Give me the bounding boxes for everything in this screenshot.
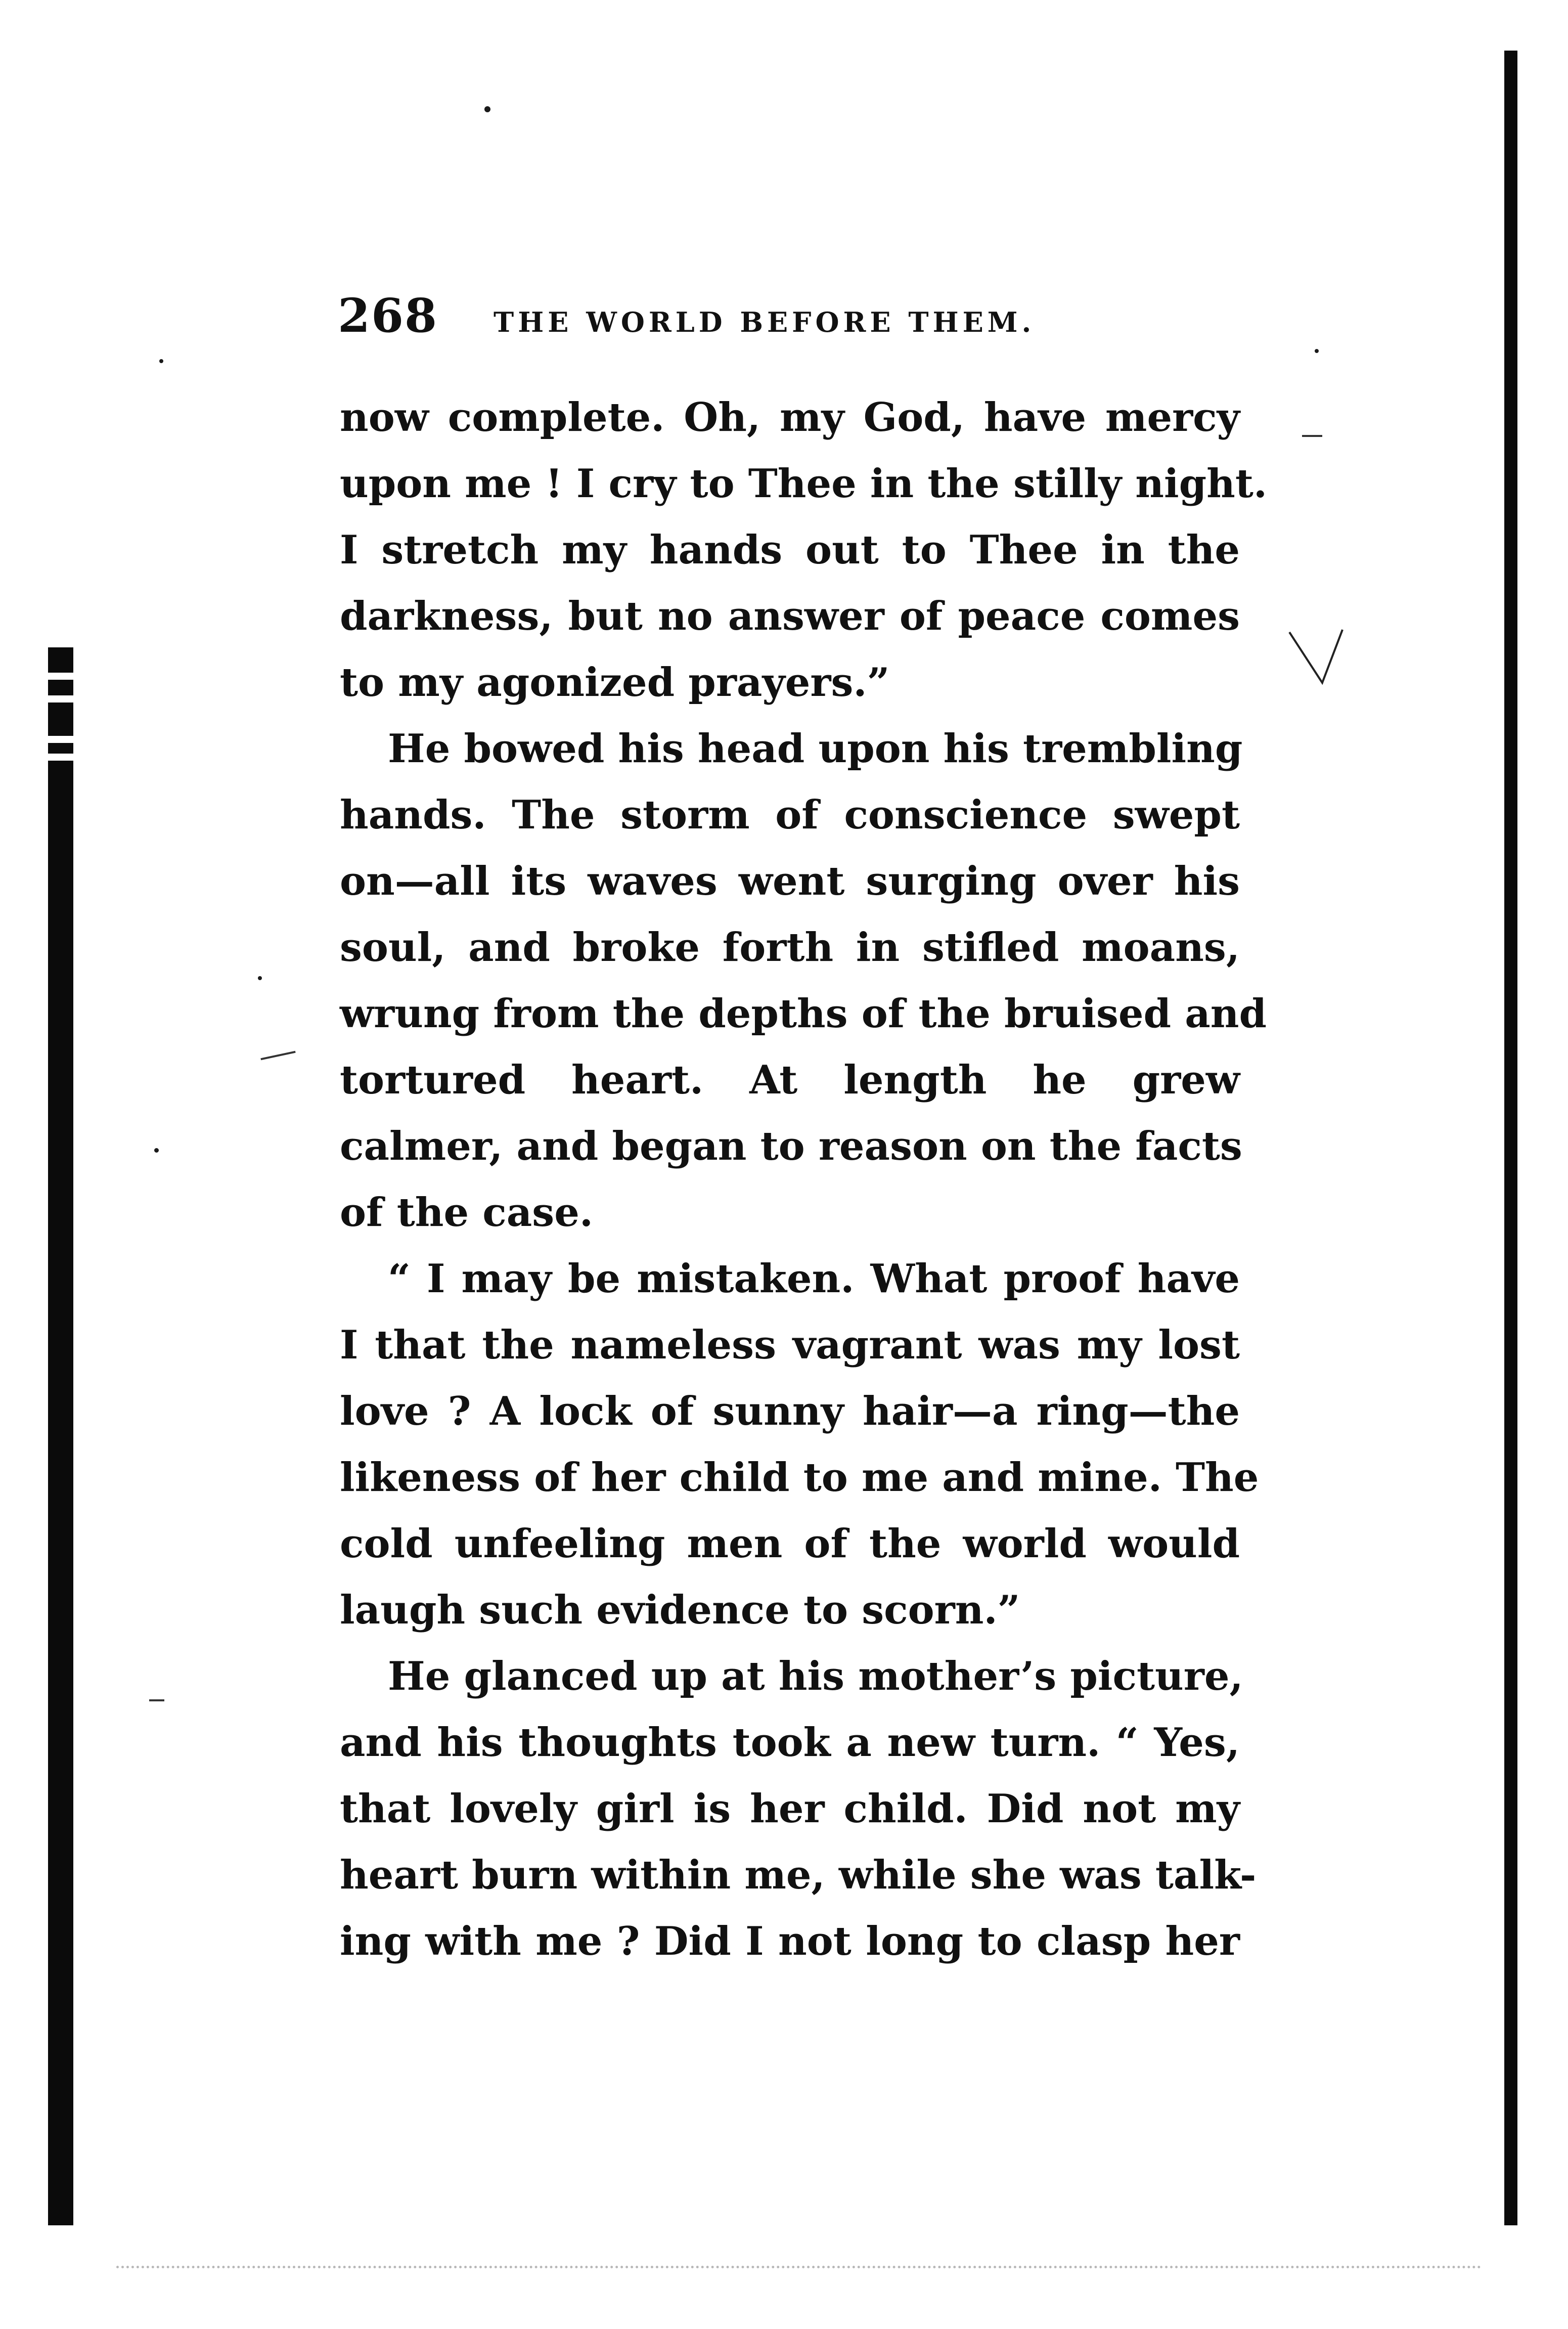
ink-speck bbox=[484, 106, 490, 112]
text-line: of the case. bbox=[340, 1190, 593, 1236]
running-title: THE WORLD BEFORE THEM. bbox=[494, 306, 1036, 338]
pencil-mark bbox=[1302, 435, 1322, 437]
text-line: cold unfeeling men of the world would bbox=[340, 1521, 1240, 1567]
text-line: likeness of her child to me and mine. The bbox=[340, 1455, 1259, 1501]
ink-speck bbox=[1315, 349, 1319, 353]
body-text bbox=[340, 384, 1268, 1974]
text-line: I stretch my hands out to Thee in the bbox=[340, 527, 1240, 573]
text-line: He glanced up at his mother’s picture, bbox=[388, 1653, 1243, 1699]
text-line: ing with me ? Did I not long to clasp her bbox=[340, 1918, 1240, 1964]
text-line: laugh such evidence to scorn.” bbox=[340, 1587, 1020, 1633]
paragraph bbox=[340, 1643, 1257, 1974]
ink-speck bbox=[258, 976, 262, 980]
running-head bbox=[338, 288, 1248, 349]
left-edge-shadow bbox=[48, 647, 73, 2225]
text-line: “ I may be mistaken. What proof have bbox=[388, 1256, 1240, 1302]
left-edge-gap bbox=[44, 754, 77, 761]
pencil-mark bbox=[260, 1051, 295, 1060]
text-line: tortured heart. At length he grew bbox=[340, 1057, 1240, 1103]
text-line: darkness, but no answer of peace comes bbox=[340, 593, 1240, 639]
text-line: I that the nameless vagrant was my lost bbox=[340, 1322, 1240, 1368]
page-number: 268 bbox=[338, 288, 438, 343]
ink-speck bbox=[154, 1148, 159, 1153]
text-line: calmer, and began to reason on the facts bbox=[340, 1123, 1242, 1169]
text-line: wrung from the depths of the bruised and bbox=[340, 991, 1267, 1037]
paragraph bbox=[340, 1246, 1259, 1643]
text-line: on—all its waves went surging over his bbox=[340, 858, 1240, 904]
text-line: and his thoughts took a new turn. “ Yes, bbox=[340, 1720, 1240, 1766]
text-line: He bowed his head upon his trembling bbox=[388, 726, 1243, 772]
text-line: now complete. Oh, my God, have mercy bbox=[340, 394, 1240, 441]
text-line: soul, and broke forth in stifled moans, bbox=[340, 925, 1240, 971]
text-line: love ? A lock of sunny hair—a ring—the bbox=[340, 1388, 1240, 1434]
scan-noise bbox=[116, 2266, 1482, 2289]
text-line: that lovely girl is her child. Did not my bbox=[340, 1786, 1240, 1832]
right-edge-shadow bbox=[1504, 51, 1517, 2225]
paragraph bbox=[340, 384, 1268, 716]
text-line: upon me ! I cry to Thee in the stilly night. bbox=[340, 461, 1268, 507]
left-edge-gap bbox=[44, 695, 77, 702]
text-line: heart burn within me, while she was talk- bbox=[340, 1852, 1257, 1898]
pencil-check-icon bbox=[1287, 627, 1348, 688]
left-edge-gap bbox=[44, 673, 77, 680]
left-edge-gap bbox=[44, 736, 77, 743]
paragraph bbox=[340, 716, 1267, 1246]
ink-speck bbox=[159, 359, 163, 363]
pencil-mark bbox=[149, 1699, 164, 1701]
text-line: to my agonized prayers.” bbox=[340, 660, 890, 706]
text-line: hands. The storm of conscience swept bbox=[340, 792, 1240, 838]
